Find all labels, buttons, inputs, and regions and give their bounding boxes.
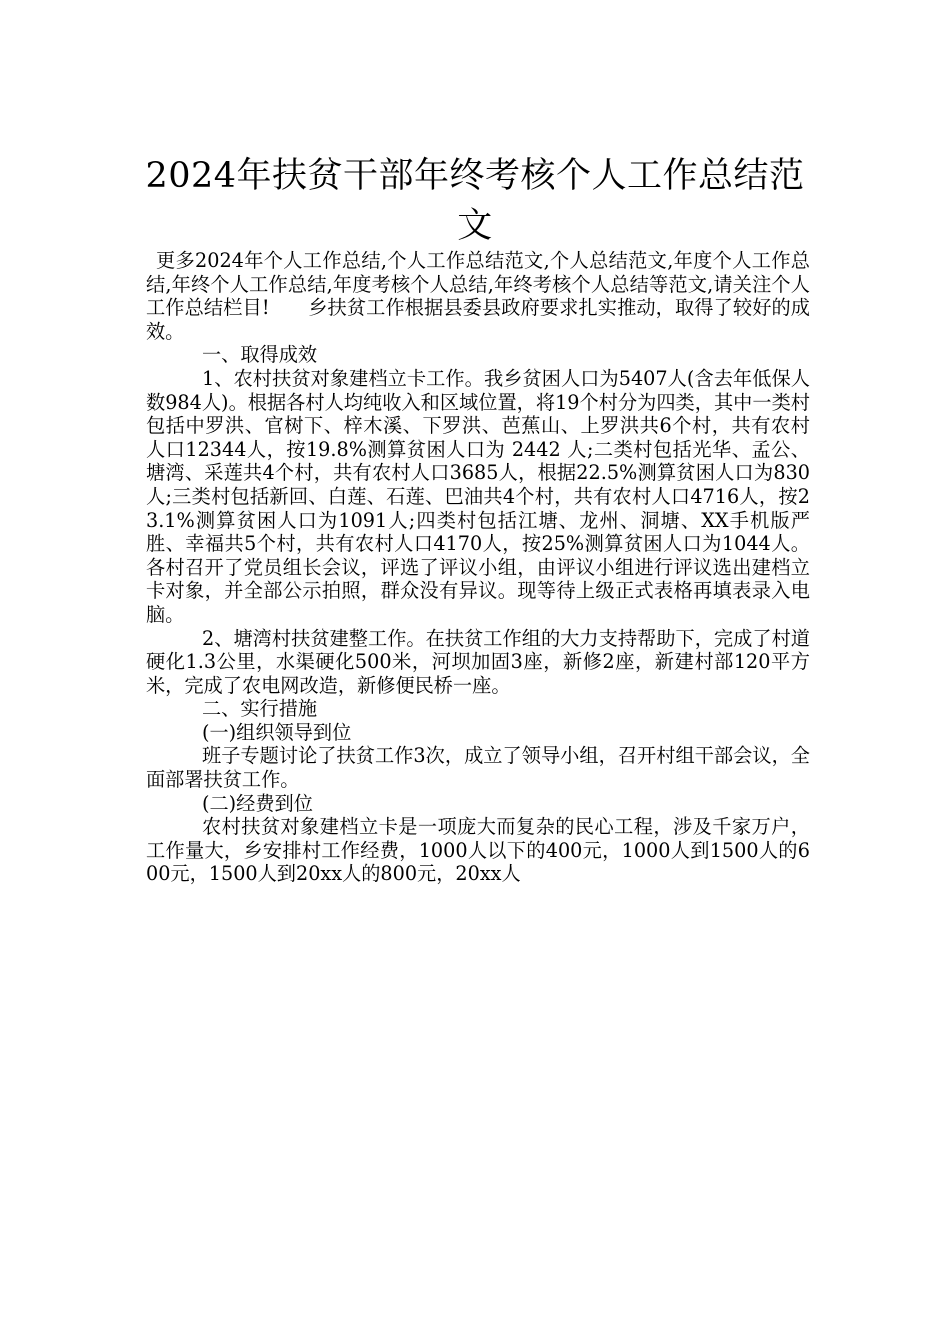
subheading-funding: (二)经费到位 [202,791,313,815]
section-heading-measures: 二、实行措施 [202,697,318,721]
subheading-leadership: (一)组织领导到位 [202,720,352,744]
paragraph-tangwan-village: 2、塘湾村扶贫建整工作。在扶贫工作组的大力支持帮助下，完成了村道硬化1.3公里，水渠硬化500米，河坝加固3座，新修2座，新建村部120平方米，完成了农电网改造，新修便民桥一座。 [146,626,810,697]
paragraph-funding: 农村扶贫对象建档立卡是一项庞大而复杂的民心工程，涉及千家万户，工作量大，乡安排村工作经费，1000人以下的400元，1000人到1500人的600元，1500人到20xx人的800元，20xx人 [146,815,810,886]
intro-paragraph: 更多2024年个人工作总结,个人工作总结范文,个人总结范文,年度个人工作总结,年终个人工作总结,年度考核个人总结,年终考核个人总结等范文,请关注个人工作总结栏目! 乡扶贫工作根据县委县政府要求扎实推动，取得了较好的成效。 [146,249,810,343]
document-title: 2024年扶贫干部年终考核个人工作总结范文 [145,156,805,247]
document-body [146,249,810,886]
paragraph-filing-work: 1、农村扶贫对象建档立卡工作。我乡贫困人口为5407人(含去年低保人数984人)。根据各村人均纯收入和区域位置，将19个村分为四类，其中一类村包括中罗洪、官树下、梓木溪、下罗洪、芭蕉山、上罗洪共6个村，共有农村人口12344人，按19.8%测算贫困人口为 2442 人;二类村包括光华、孟公、塘湾、采莲共4个村，共有农村人口3685人，根据22.5%测算贫困人口为830人;三类村包括新回、白莲、石莲、巴油共4个村，共有农村人口4716人，按23.1%测算贫困人口为1091人;四类村包括江塘、龙州、洞塘、XX手机版严胜、幸福共5个村，共有农村人口4170人，按25%测算贫困人口为1044人。各村召开了党员组长会议，评选了评议小组，由评议小组进行评议选出建档立卡对象，并全部公示拍照，群众没有异议。现等待上级正式表格再填表录入电脑。 [146,366,810,626]
section-heading-achievements: 一、取得成效 [202,343,318,367]
paragraph-leadership: 班子专题讨论了扶贫工作3次，成立了领导小组，召开村组干部会议，全面部署扶贫工作。 [146,744,810,792]
